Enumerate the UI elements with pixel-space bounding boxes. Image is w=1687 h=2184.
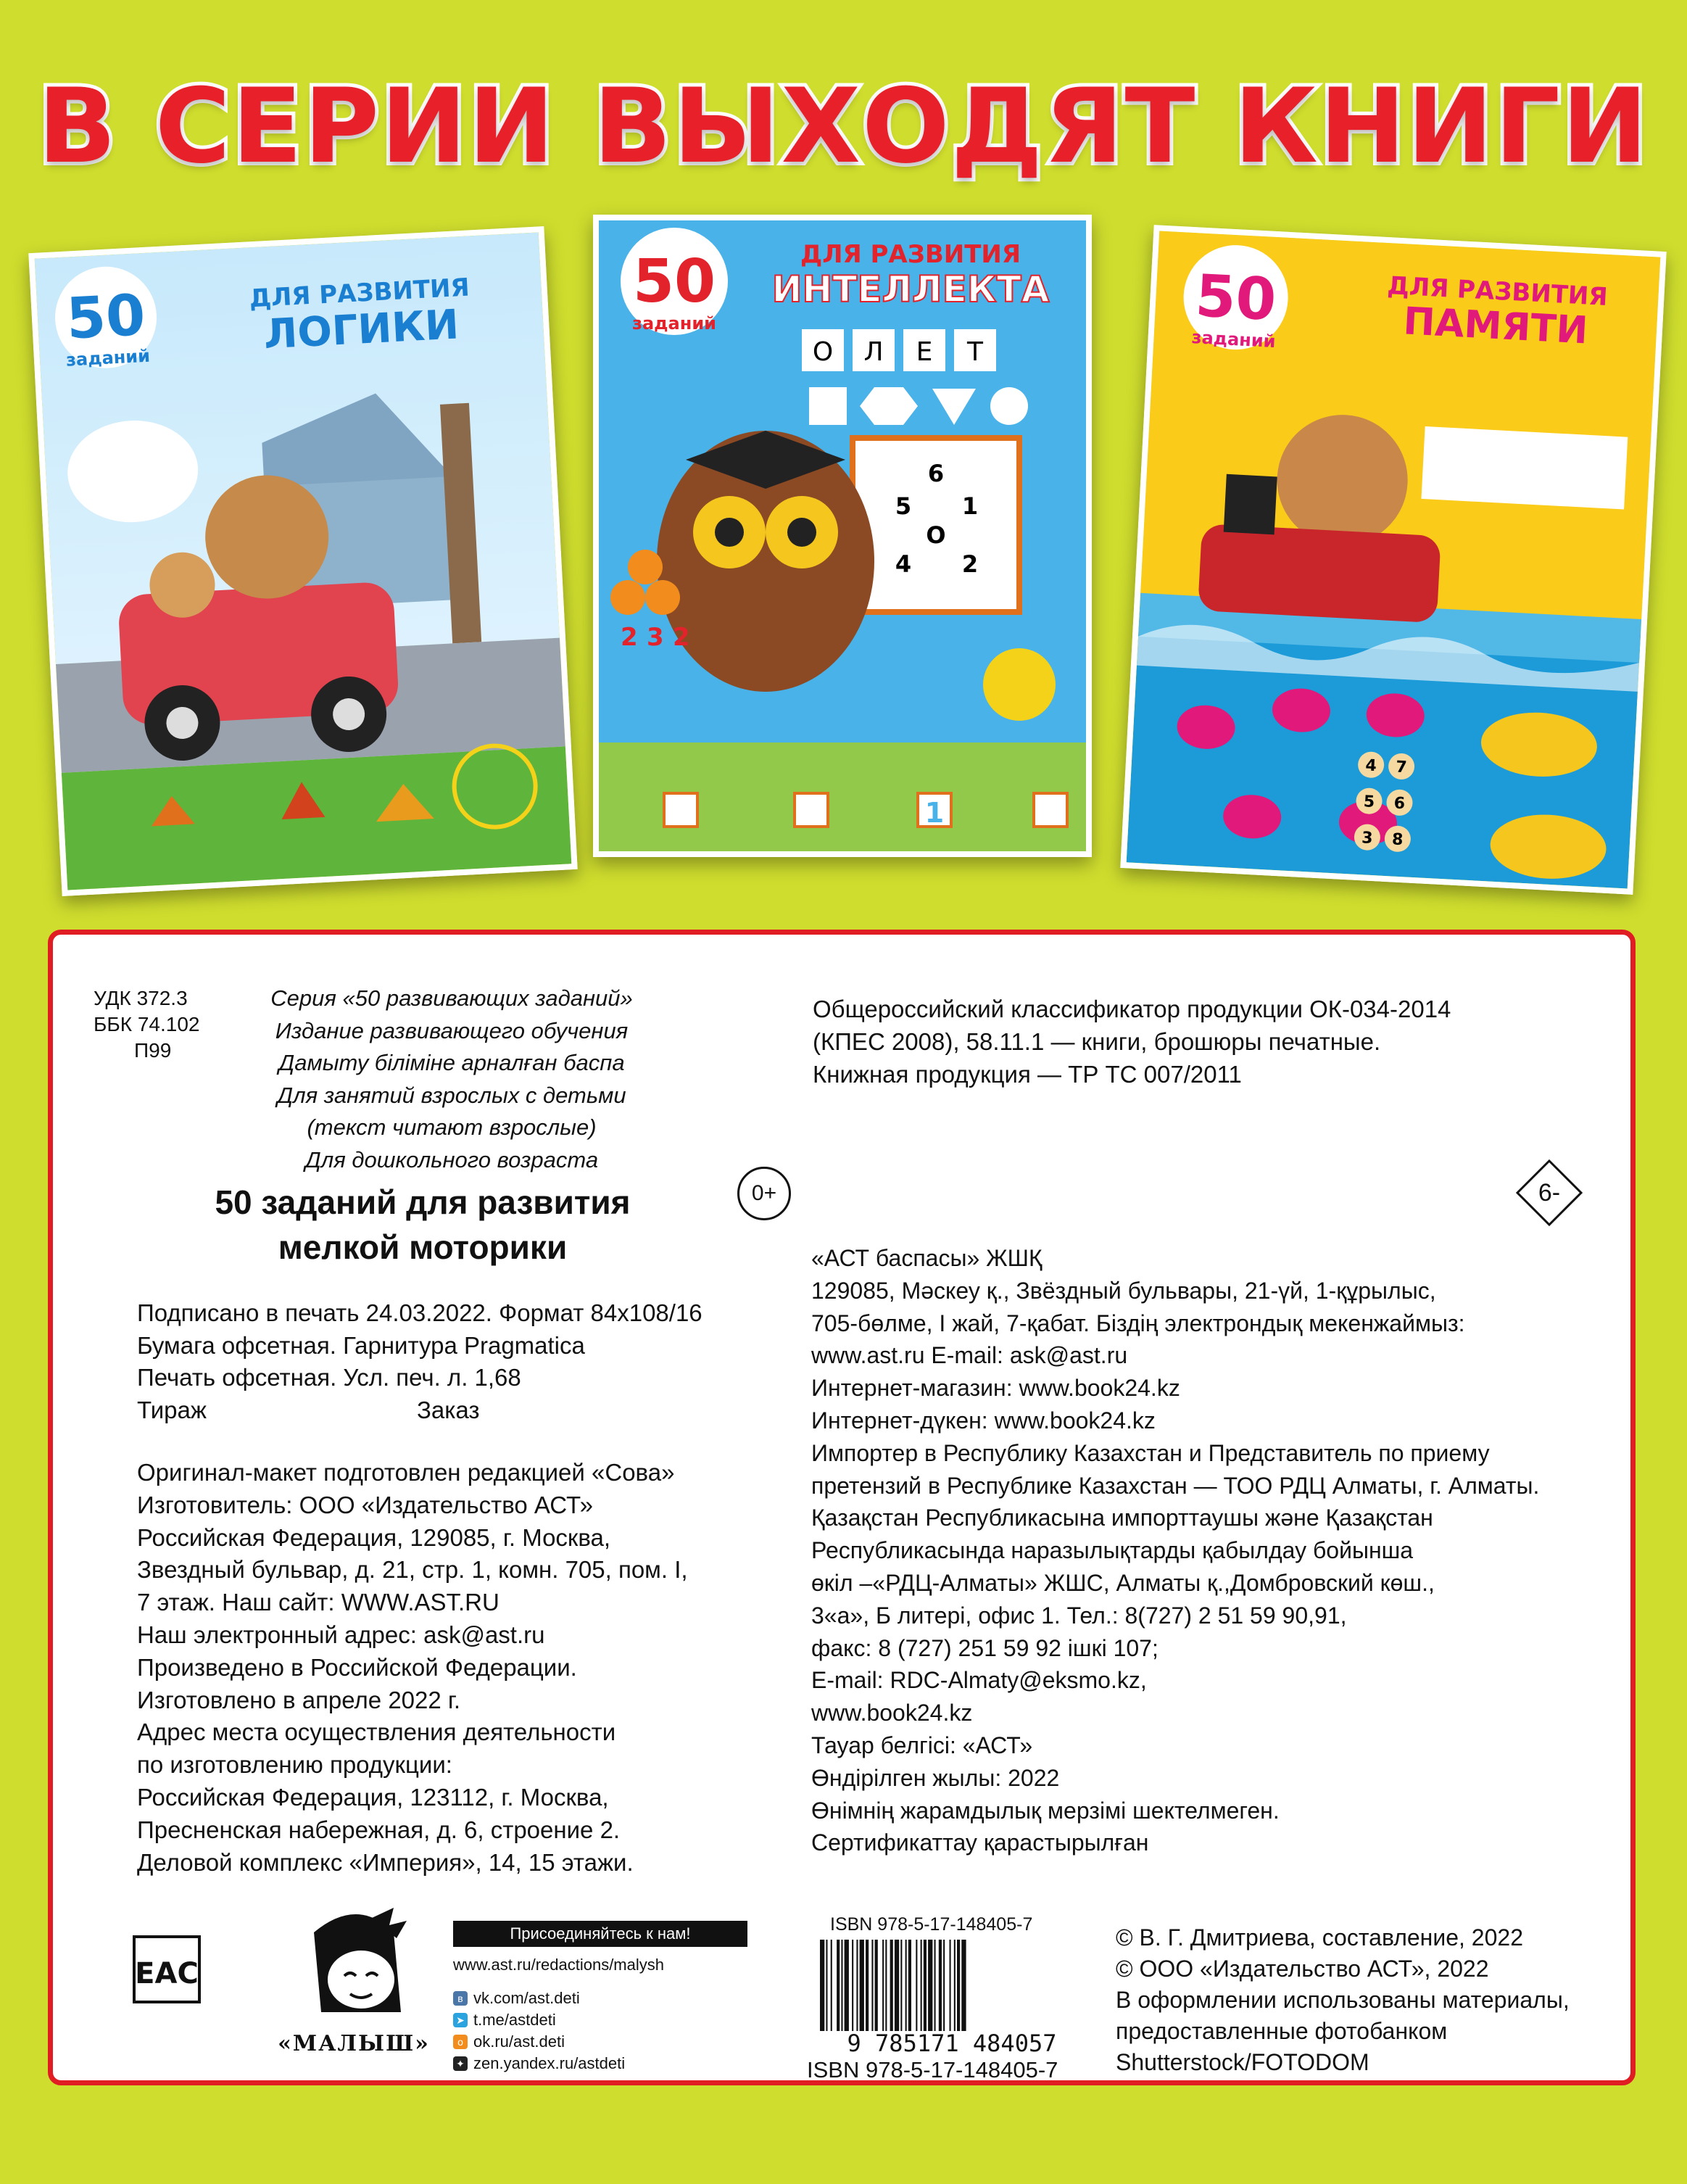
- barcode-bar: [871, 1940, 873, 2031]
- zen-icon: ✦: [453, 2056, 468, 2071]
- malysh-logo: «МАЛЫШ»: [263, 1903, 444, 2063]
- book-subtitle-big: ИНТЕЛЛЕКТА: [771, 268, 1050, 310]
- svg-text:2: 2: [673, 623, 690, 652]
- book-subtitle-small: ДЛЯ РАЗВИТИЯ: [800, 240, 1021, 269]
- barcode-bar: [934, 1940, 936, 2031]
- p-code: П99: [134, 1039, 172, 1062]
- book-title: 50 заданий для развития мелкой моторики: [215, 1183, 631, 1266]
- barcode-bar: [900, 1940, 902, 2031]
- barcode-bar: [841, 1940, 842, 2031]
- barcode-bar: [856, 1940, 858, 2031]
- age-limit-badge: 6-: [1514, 1158, 1584, 1228]
- publisher-info: Оригинал-макет подготовлен редакцией «Сова» Изготовитель: ООО «Издательство АСТ» Российская Федерация, 129085, г. Москва, Звездный бульвар, д. 21, стр. 1, комн. 705, пом. I, 7 этаж. Наш сайт: WWW.AST.RU Наш электронный адрес: ask@ast.ru Произведено в Российской Федерации. Изготовлено в апреле 2022 г. Адрес места осуществления деятельности по изготовлению продукции: Российская Федерация, 123112, г. Москва, Пресненская набережная, д. 6, строение 2. Деловой комплекс «Империя», 14, 15 этажи.: [137, 1459, 688, 1876]
- vk-icon: в: [453, 1991, 468, 2006]
- letter-tile: Т: [967, 337, 983, 367]
- intellect-cover-art: [599, 220, 1086, 851]
- letter-tile: О: [812, 337, 834, 367]
- svg-text:6: 6: [1393, 794, 1406, 814]
- udk-code: УДК 372.3: [94, 987, 188, 1009]
- imprint-panel: [48, 930, 1636, 2085]
- ok-icon: о: [453, 2035, 468, 2049]
- barcode-bar: [939, 1940, 942, 2031]
- isbn-top: ISBN 978-5-17-148405-7: [830, 1914, 1033, 1935]
- svg-text:2: 2: [961, 550, 979, 578]
- barcode-bar: [905, 1940, 907, 2031]
- svg-text:1: 1: [961, 492, 979, 520]
- shape-puzzle-card: [1421, 426, 1628, 510]
- barcode-bar: [845, 1940, 849, 2031]
- barcode-bar: [916, 1940, 917, 2031]
- vk-link[interactable]: vk.com/ast.deti: [473, 1989, 580, 2007]
- logic-cover-art: [35, 232, 572, 890]
- svg-text:7: 7: [1395, 758, 1408, 777]
- barcode-bar: [895, 1940, 899, 2031]
- publisher-site-link[interactable]: www.ast.ru/redactions/malysh: [453, 1956, 664, 1974]
- barcode-bar: [957, 1940, 960, 2031]
- barcode-bar: [921, 1940, 922, 2031]
- barcode-bar: [837, 1940, 840, 2031]
- memory-cover-art: [1127, 231, 1661, 888]
- age-rating-badge: 0+: [737, 1167, 791, 1220]
- barcode-bars: [814, 1940, 1090, 2034]
- zen-link[interactable]: zen.yandex.ru/astdeti: [473, 2054, 626, 2072]
- bbk-code: ББК 74.102: [94, 1013, 200, 1035]
- book-cover-intellect: [593, 215, 1092, 857]
- letter-tile: Л: [863, 337, 884, 367]
- svg-text:6: 6: [927, 460, 945, 487]
- letter-tile: Е: [916, 337, 933, 367]
- barcode-bar: [943, 1940, 945, 2031]
- book-number: 50: [632, 247, 716, 316]
- svg-text:4: 4: [1364, 756, 1377, 776]
- series-info: Серия «50 развивающих заданий» Издание развивающего обучения Дамыту біліміне арналған баспа Для занятий взрослых с детьми (текст читают взрослые) Для дошкольного возраста: [270, 985, 633, 1172]
- barcode-bar: [831, 1940, 832, 2031]
- barcode-bar: [954, 1940, 956, 2031]
- barcode-bar: [890, 1940, 893, 2031]
- svg-text:О: О: [926, 521, 946, 549]
- barcode-bar: [860, 1940, 864, 2031]
- book-number-caption: заданий: [1190, 327, 1277, 352]
- telegram-icon: ➤: [453, 2013, 468, 2027]
- barcode-bar: [961, 1940, 966, 2031]
- series-headline: В СЕРИИ ВЫХОДЯТ КНИГИ: [38, 67, 1649, 186]
- telegram-link[interactable]: t.me/astdeti: [473, 2011, 556, 2029]
- eac-mark: [133, 1935, 201, 2003]
- svg-text:3: 3: [1361, 829, 1374, 848]
- product-classifier: Общероссийский классификатор продукции ОК-034-2014 (КПЕС 2008), 58.11.1 — книги, брошюры печатные. Книжная продукция — ТР ТС 007/2011: [813, 996, 1451, 1088]
- book-subtitle-small: ДЛЯ РАЗВИТИЯ: [1386, 271, 1609, 312]
- barcode: [814, 1940, 1090, 2056]
- barcode-bar: [875, 1940, 878, 2031]
- book-subtitle-big: ПАМЯТИ: [1402, 299, 1589, 353]
- barcode-bar: [826, 1940, 827, 2031]
- svg-text:8: 8: [1391, 830, 1404, 850]
- book-number: 50: [1193, 262, 1278, 334]
- barcode-bar: [950, 1940, 951, 2031]
- social-header: Присоединяйтесь к нам!: [453, 1921, 747, 1947]
- book-number-caption: заданий: [65, 345, 151, 371]
- classification-codes: [94, 985, 199, 1064]
- zakaz-label: Заказ: [416, 1396, 480, 1423]
- book-subtitle-small: ДЛЯ РАЗВИТИЯ: [248, 273, 471, 314]
- barcode-bar: [924, 1940, 927, 2031]
- social-links: [453, 1921, 747, 2075]
- svg-text:EAC: EAC: [135, 1957, 199, 1990]
- book-subtitle-big: ЛОГИКИ: [262, 301, 460, 359]
- svg-text:3: 3: [647, 623, 664, 652]
- book-number: 50: [65, 282, 147, 352]
- copyright-info: © В. Г. Дмитриева, составление, 2022 © ООО «Издательство АСТ», 2022 В оформлении использованы материалы, предоставленные фотобанком Shutterstock/FOTODOM: [1116, 1924, 1570, 2075]
- barcode-bar: [908, 1940, 911, 2031]
- print-details: Подписано в печать 24.03.2022. Формат 84x108/16 Бумага офсетная. Гарнитура Pragmatica Печать офсетная. Усл. печ. л. 1,68 Тираж Заказ: [137, 1299, 702, 1423]
- svg-text:5: 5: [1363, 793, 1375, 812]
- svg-text:4: 4: [895, 550, 912, 578]
- book-cover-memory: [1120, 225, 1667, 895]
- number-tile: 1: [924, 797, 945, 829]
- isbn-bottom: ISBN 978-5-17-148405-7: [807, 2057, 1058, 2082]
- barcode-bar: [885, 1940, 887, 2031]
- chick: [983, 648, 1056, 721]
- book-cover-logic: [28, 226, 577, 896]
- steamboat: [1198, 524, 1441, 623]
- ok-link[interactable]: ok.ru/ast.deti: [473, 2032, 565, 2051]
- svg-text:5: 5: [895, 492, 912, 520]
- svg-text:2: 2: [621, 623, 638, 652]
- tirazh-label: Тираж: [137, 1396, 207, 1423]
- book-number-caption: заданий: [632, 313, 716, 334]
- barcode-bar: [852, 1940, 853, 2031]
- barcode-digits: 9 785171 484057: [847, 2030, 1057, 2057]
- barcode-bar: [882, 1940, 884, 2031]
- barcode-bar: [820, 1940, 824, 2031]
- barcode-bar: [866, 1940, 869, 2031]
- kazakhstan-info: «АСТ баспасы» ЖШҚ 129085, Мәскеу қ., Звёздный бульвары, 21-үй, 1-құрылыс, 705-бөлме, I жай, 7-қабат. Біздің электрондық мекенжаймыз: www.ast.ru E-mail: ask@ast.ru Интернет-магазин: www.book24.kz Интернет-дүкен: www.book24.kz Импортер в Республику Казахстан и Представитель по приему претензий в Республике Казахстан — ТОО РДЦ Алматы, г. Алматы. Қазақстан Республикасына импорттаушы және Қазақстан Республикасында наразылықтарды қабылдау бойынша өкіл –«РДЦ-Алматы» ЖШС, Алматы қ.,Домбровский көш., 3«а», Б литері, офис 1. Тел.: 8(727) 2 51 59 90,91, факс: 8 (727) 251 59 92 ішкі 107; E-mail: RDC-Almaty@eksmo.kz, www.book24.kz Тауар белгісі: «АСТ» Өндірілген жылы: 2022 Өнімнің жарамдылық мерзімі шектелмеген. Сертификаттау қарастырылған: [811, 1245, 1540, 1856]
- barcode-bar: [928, 1940, 932, 2031]
